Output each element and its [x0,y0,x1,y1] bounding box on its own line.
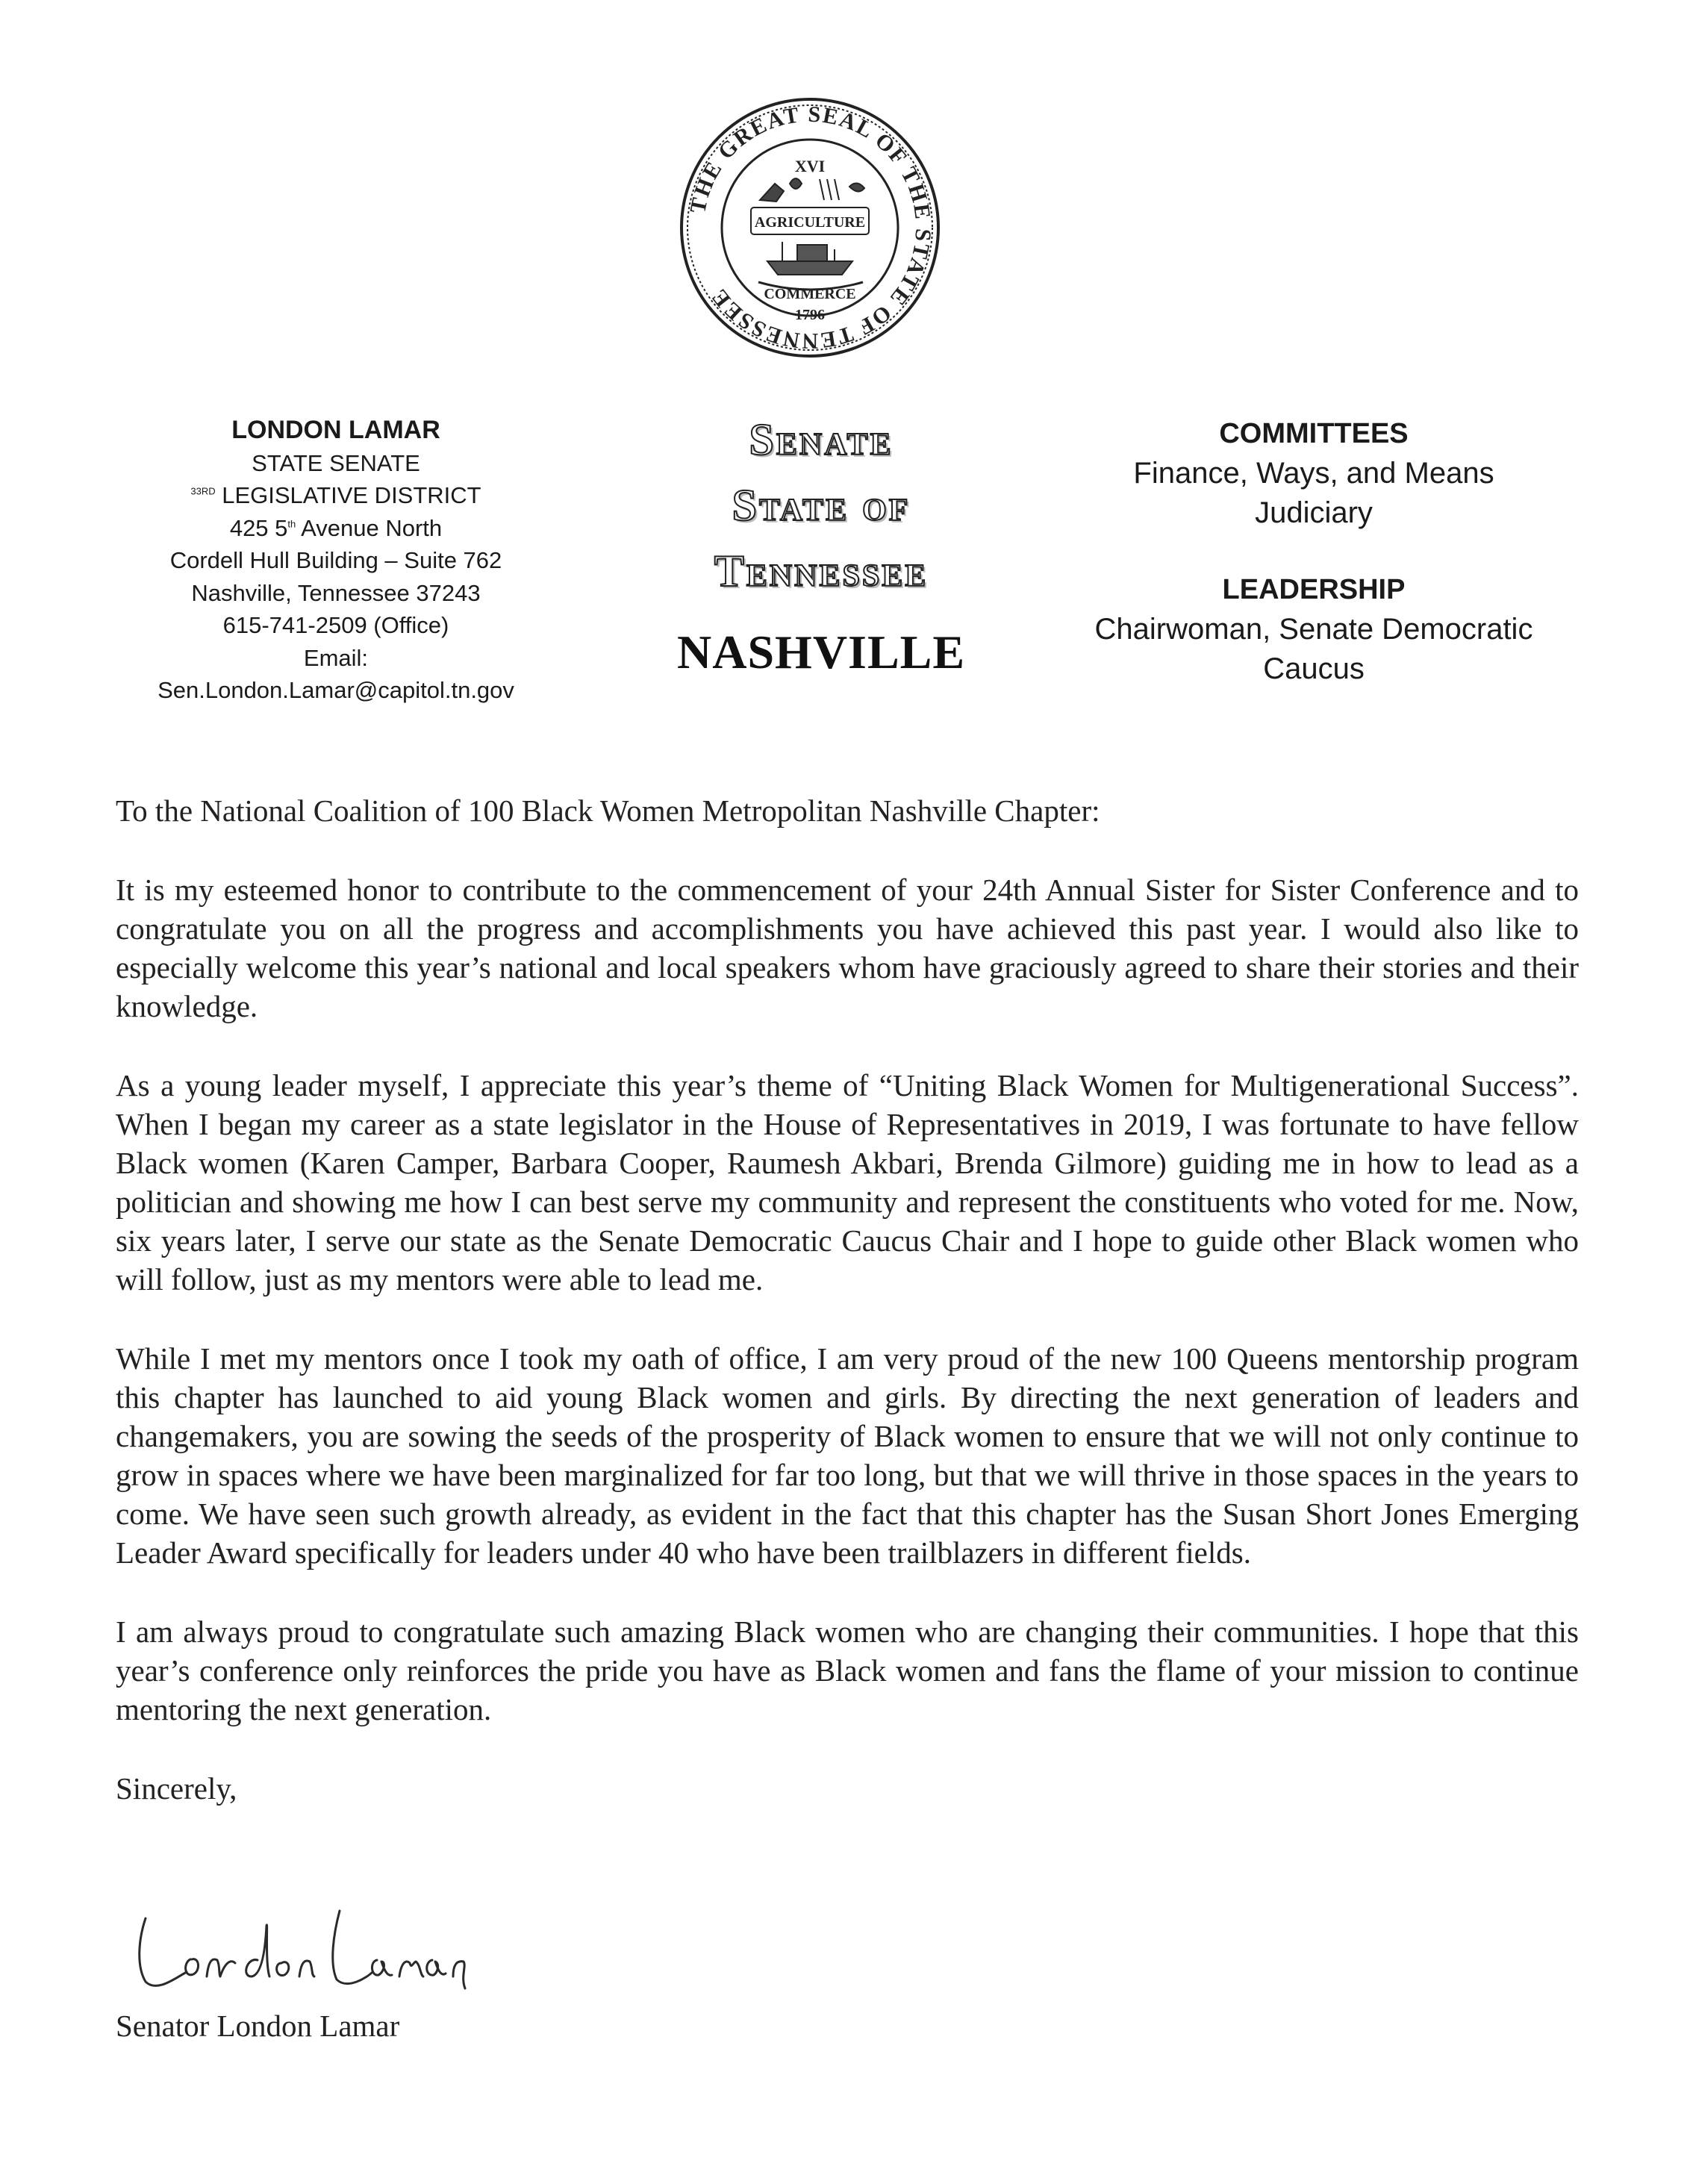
letter-body [116,791,1579,1848]
email-address: Sen.London.Lamar@capitol.tn.gov [158,677,514,703]
state-of-title: State of [732,481,911,530]
handwritten-signature [116,1888,467,2000]
district-label: LEGISLATIVE DISTRICT [222,482,481,508]
office-phone: 615-741-2509 (Office) [222,612,449,638]
seal-agriculture: AGRICULTURE [754,214,866,231]
committees-heading: COMMITTEES [1219,418,1409,449]
signer-name: Senator London Lamar [116,2009,400,2043]
paragraph-2: As a young leader myself, I appreciate this year’s theme of “Uniting Black Women for Multigenerational Success”. When I began my career as a state legislator in the House of Representatives in 2019, I was fortunate to have fellow Black women (Karen Camper, Barbara Cooper, Raumesh Akbari, Brenda Gilmore) guiding me in how to lead as a politician and showing me how I can best serve my community and represent the constituents who voted for me. Now, six years later, I serve our state as the Senate Democratic Caucus Chair and I hope to guide other Black women who will follow, just as my mentors were able to lead me. [116,1068,1579,1297]
leadership-heading: LEADERSHIP [1222,574,1406,605]
committee-item: Finance, Ways, and Means [1133,457,1494,490]
senator-name: LONDON LAMAR [231,416,440,444]
paragraph-1: It is my esteemed honor to contribute to the commencement of your 24th Annual Sister for Sister Conference and to congratulate you on all the progress and accomplishments you have achieved this past year. I would also like to especially welcome this year’s national and local speakers whom have graciously agreed to share their stories and their knowledge. [116,873,1579,1023]
nashville-title: NASHVILLE [677,625,965,678]
leadership-item: Caucus [1263,652,1365,685]
street-suffix: th [287,518,296,530]
tennessee-state-seal [678,96,942,360]
committees-block [1075,414,1553,689]
street-number: 425 5 [229,514,288,541]
tennessee-title: Tennessee [714,546,929,596]
seal-year: 1796 [795,307,825,323]
street-address [142,512,530,545]
senator-title: STATE SENATE [252,449,420,476]
building-address: Cordell Hull Building – Suite 762 [169,547,502,573]
email-label: Email: [303,644,369,671]
city-address: Nashville, Tennessee 37243 [191,579,481,606]
seal-ring-text: THE GREAT SEAL OF THE STATE OF TENNESSEE [685,102,936,354]
seal-commerce: COMMERCE [764,286,856,302]
senator-contact-block [142,414,530,707]
paragraph-3: While I met my mentors once I took my oath of office, I am very proud of the new 100 Queens mentorship program this chapter has launched to aid young Black women and girls. By directing the next generation of leaders and changemakers, you are sowing the seeds of the prosperity of Black women to ensure that we will not only continue to grow in spaces where we have been marginalized for far too long, but that we will thrive in those spaces in the years to come. We have seen such growth already, as evident in the fact that this chapter has the Susan Short Jones Emerging Leader Award specifically for leaders under 40 who have been trailblazers in different fields. [116,1341,1579,1570]
paragraph-4: I am always proud to congratulate such amazing Black women who are changing their communities. I hope that this year’s conference only reinforces the pride you have as Black women and fans the flame of your mission to continue mentoring the next generation. [116,1614,1579,1726]
seal-number: XVI [794,157,826,175]
closing: Sincerely, [116,1771,237,1806]
committee-item: Judiciary [1255,496,1373,529]
salutation: To the National Coalition of 100 Black Women Metropolitan Nashville Chapter: [116,793,1100,828]
senator-district [142,479,530,512]
district-ordinal: 33RD [190,485,216,497]
senate-title: Senate [749,415,894,464]
street-name: Avenue North [301,514,443,541]
senate-heading [612,407,1030,680]
leadership-item: Chairwoman, Senate Democratic [1094,613,1533,646]
